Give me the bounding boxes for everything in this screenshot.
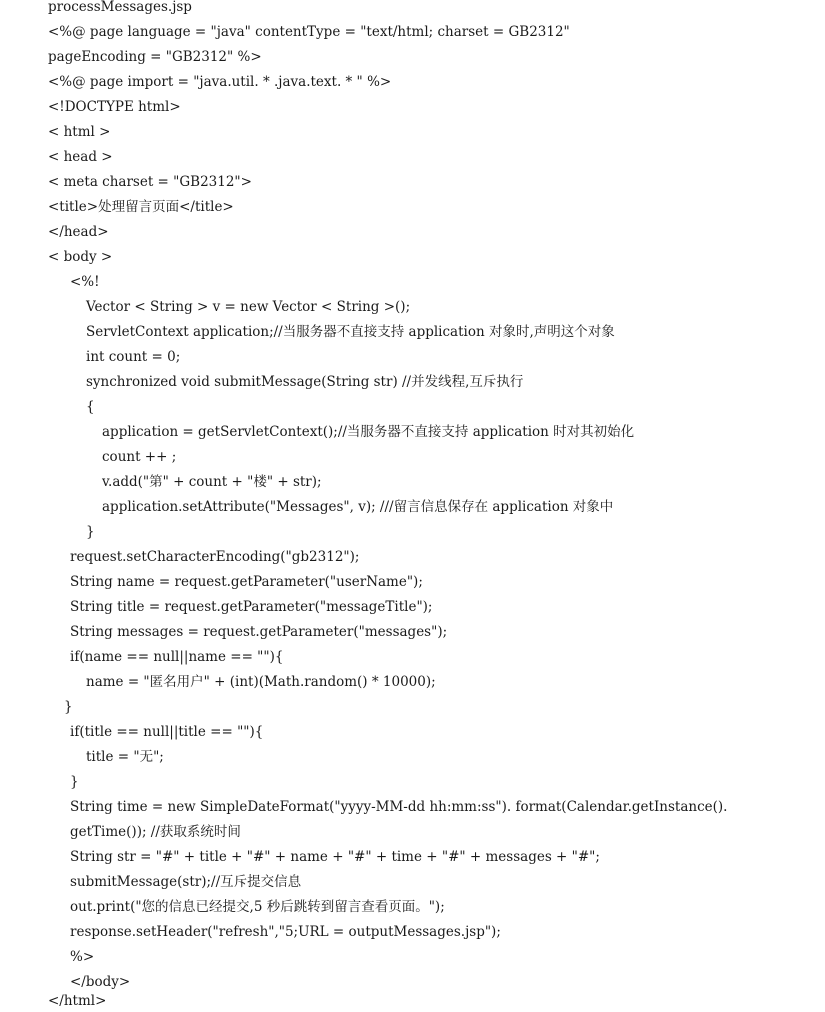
code-line: pageEncoding = "GB2312" %> xyxy=(48,49,262,65)
code-line: if(title == null||title == ""){ xyxy=(70,724,264,740)
code-line: response.setHeader("refresh","5;URL = outputMessages.jsp"); xyxy=(70,924,501,940)
code-line: <%! xyxy=(70,274,100,290)
code-line: ServletContext application;//当服务器不直接支持 application 对象时,声明这个对象 xyxy=(86,324,615,340)
code-line: } xyxy=(86,524,95,540)
code-line: count ++ ; xyxy=(102,449,177,465)
code-line: getTime()); //获取系统时间 xyxy=(70,824,241,840)
code-line: <%@ page language = "java" contentType = "text/html; charset = GB2312" xyxy=(48,24,570,40)
code-line: String str = "#" + title + "#" + name + "#" + time + "#" + messages + "#"; xyxy=(70,849,600,865)
code-line: synchronized void submitMessage(String str) //并发线程,互斥执行 xyxy=(86,374,524,390)
code-line: String title = request.getParameter("messageTitle"); xyxy=(70,599,433,615)
code-line: </body> xyxy=(70,974,131,990)
code-line: < body > xyxy=(48,249,113,265)
code-line: out.print("您的信息已经提交,5 秒后跳转到留言查看页面。"); xyxy=(70,899,445,915)
code-line: } xyxy=(64,699,73,715)
code-line: } xyxy=(70,774,79,790)
code-line: name = "匿名用户" + (int)(Math.random() * 10000); xyxy=(86,674,436,690)
code-line: int count = 0; xyxy=(86,349,181,365)
code-line: <%@ page import = "java.util. * .java.text. * " %> xyxy=(48,74,392,90)
code-line: < html > xyxy=(48,124,111,140)
code-line: { xyxy=(86,399,95,415)
code-line: String messages = request.getParameter("messages"); xyxy=(70,624,448,640)
file-name: processMessages.jsp xyxy=(48,0,192,15)
code-line: request.setCharacterEncoding("gb2312"); xyxy=(70,549,360,565)
code-line: application = getServletContext();//当服务器不直接支持 application 时对其初始化 xyxy=(102,424,635,440)
code-line: String time = new SimpleDateFormat("yyyy-MM-dd hh:mm:ss"). format(Calendar.getInstance(). xyxy=(70,799,728,815)
code-line: %> xyxy=(70,949,95,965)
code-line: </html> xyxy=(48,993,107,1009)
code-line: < head > xyxy=(48,149,113,165)
code-line: v.add("第" + count + "楼" + str); xyxy=(102,474,322,490)
code-line: if(name == null||name == ""){ xyxy=(70,649,284,665)
code-line: submitMessage(str);//互斥提交信息 xyxy=(70,874,302,890)
code-line: String name = request.getParameter("userName"); xyxy=(70,574,423,590)
code-line: < meta charset = "GB2312"> xyxy=(48,174,252,190)
code-line: <title>处理留言页面</title> xyxy=(48,199,234,215)
code-line: </head> xyxy=(48,224,109,240)
code-line: Vector < String > v = new Vector < String >(); xyxy=(86,299,411,315)
code-line: title = "无"; xyxy=(86,749,164,765)
code-line: application.setAttribute("Messages", v); ///留言信息保存在 application 对象中 xyxy=(102,499,614,515)
code-line: <!DOCTYPE html> xyxy=(48,99,181,115)
